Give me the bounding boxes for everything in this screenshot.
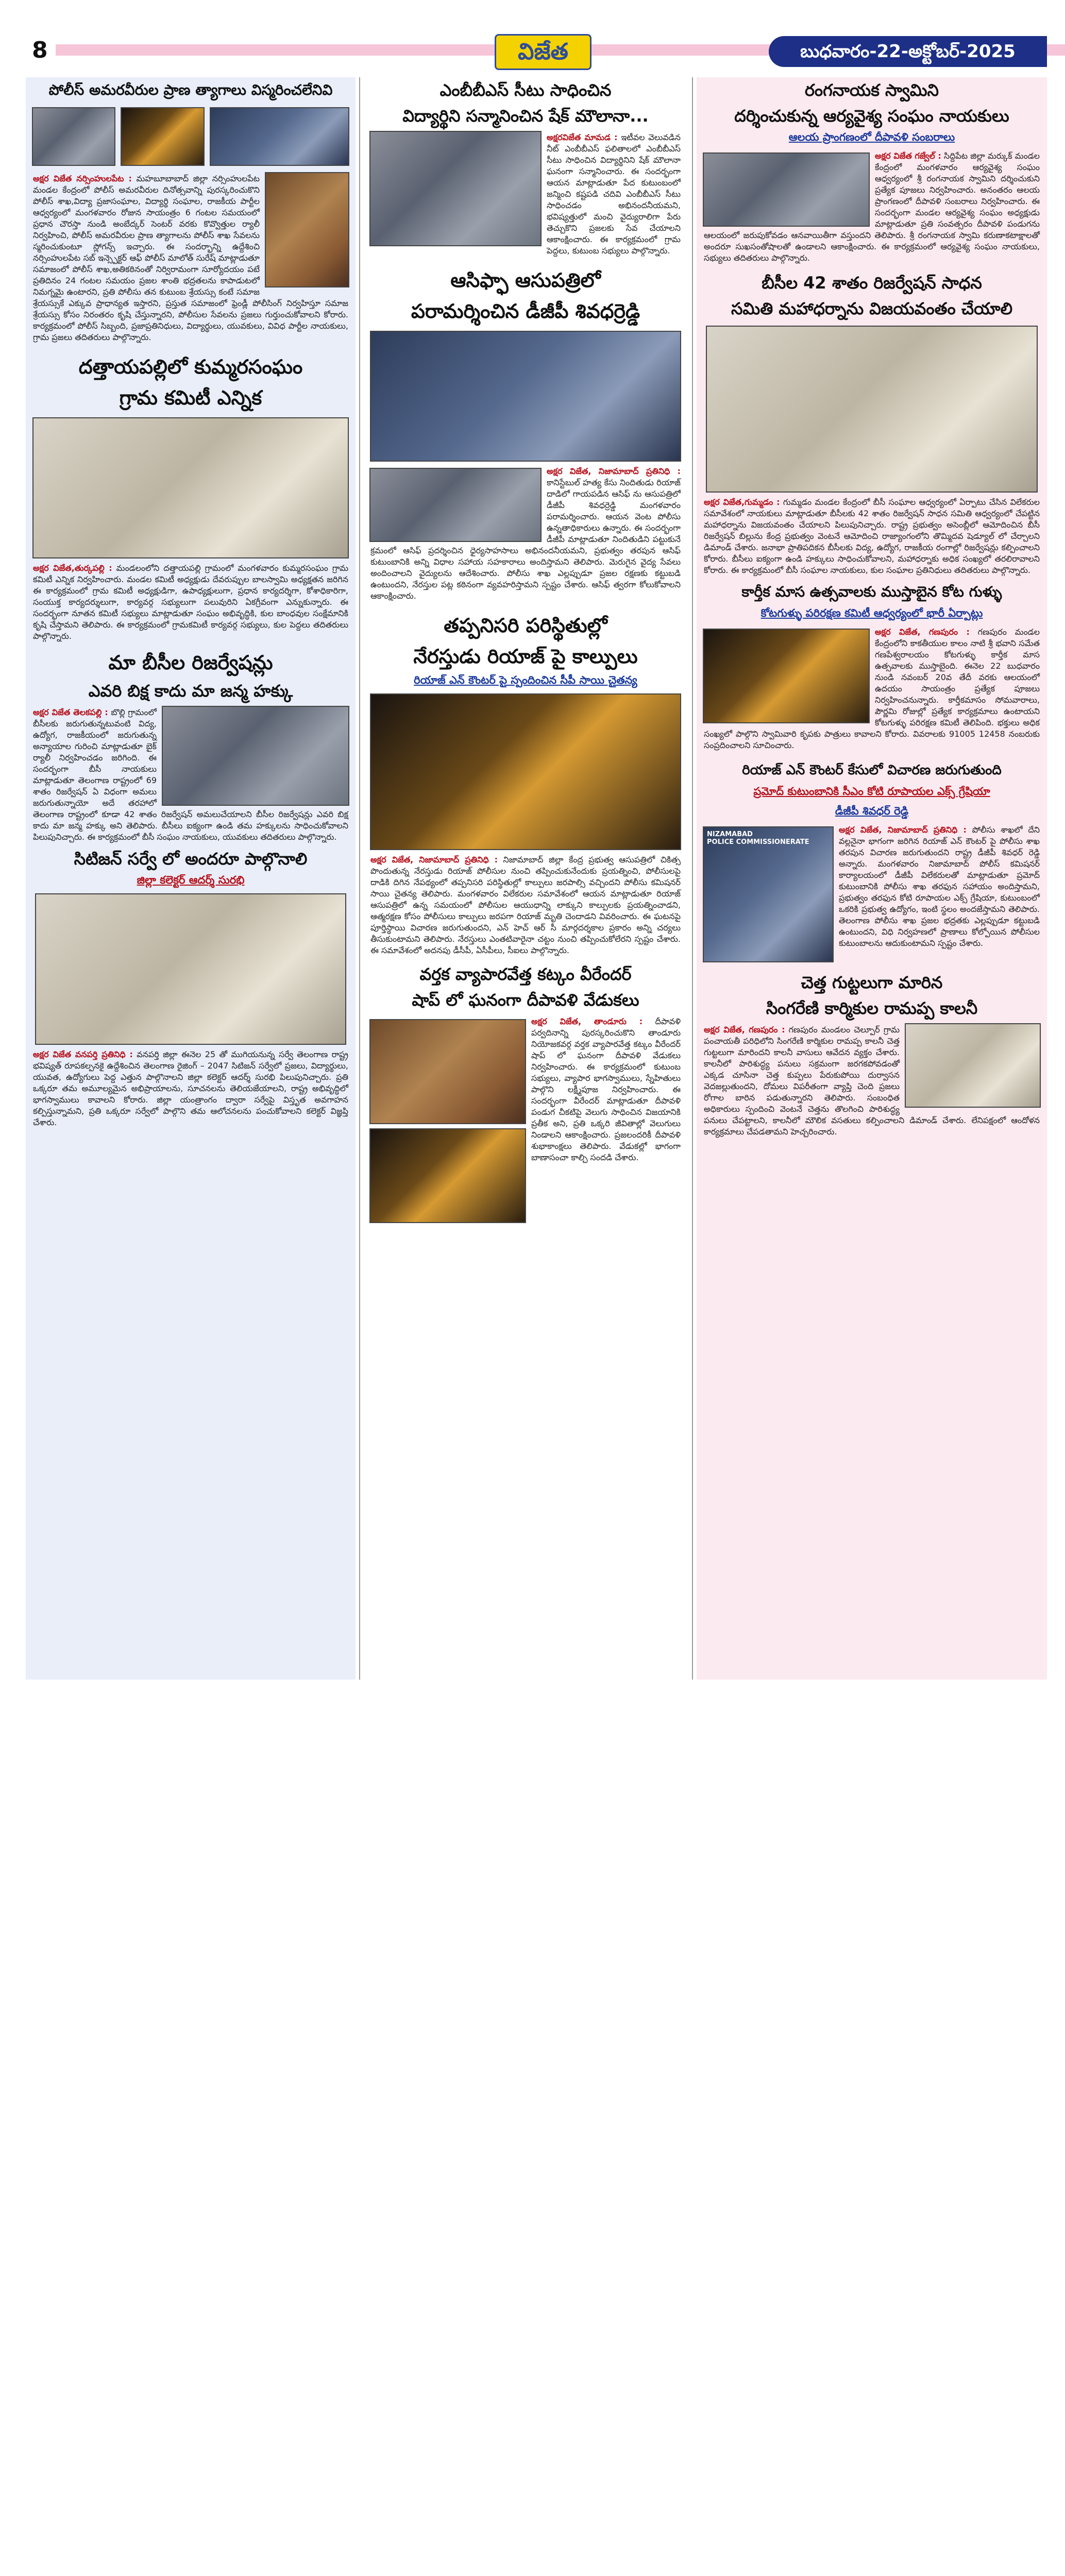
headline: దర్శించుకున్న ఆర్యవైశ్య సంఘం నాయకులు xyxy=(734,106,1009,126)
headline: రంగనాయక స్వామిని xyxy=(804,80,939,100)
dgp-press-photo xyxy=(703,826,834,962)
article-text: వనపర్తి జిల్లా ఈనెల 25 తో ముగియనున్న సర్వే తెలంగాణ రాష్ట్ర భవిష్యత్ రూపకల్పనకై ఉద్దేశించిన తెలంగాణ రైజింగ్ – 2047 సిటిజన్ సర్వేలో ప్రజలు, విద్యార్థులు, యువత, ఉద్యోగులు పెద్ద ఎత్తున పాల్గొనాలని జిల్లా కలెక్టర్ ఆదర్శ్ సురభి పిలుపునిచ్చారు. ప్రతి ఒక్కరూ తమ అమూల్యమైన అభిప్రాయాలను, సూచనలను తెలియజేయాలని, రాష్ట్ర అభివృద్ధిలో భాగస్వాములు కావాలని కోరారు. జిల్లా యంత్రాంగం ద్వారా సర్వేపై విస్తృత అవగాహన కల్పిస్తున్నామని, ప్రతి ఒక్కరూ సర్వేలో పాల్గొని తమ ఆలోచనలను పంచుకోవాలని కలెక్టర్ విజ్ఞప్తి చేశారు. xyxy=(33,1049,348,1127)
group-photo xyxy=(32,417,349,558)
article-text: బొల్లి గ్రామంలో బీసీలకు జరుగుతున్నటువంటి విద్య, ఉద్యోగ, రాజకీయంలో జరుగుతున్న అన్యాయాల గురించి మాట్లాడుతూ బైక్ ర్యాలీ నిర్వహించడం జరిగింది. ఈ సందర్భంగా బీసీ నాయకులు మాట్లాడుతూ తెలంగాణ రాష్ట్రంలో 69 శాతం రిజర్వేషన్ ఏ విధంగా అమలు జరుగుతున్నాయో అదే తరహాలో తెలంగాణ రాష్ట్రంలో కూడా 42 శాతం రిజర్వేషన్ అమలుచేయాలని బీసీల రిజర్వేషన్లు ఎవరి బిక్ష కాదు మా జన్మ హక్కు అని తెలిపారు. బీసీలు ఐక్యంగా ఉండి తమ హక్కులను సాధించుకోవాలని పిలుపునిచ్చారు. ఈ కార్యక్రమంలో బీసీ సంఘం నాయకులు, యువకులు తదితరులు పాల్గొన్నారు. xyxy=(33,707,348,842)
sub-headline: రియాజ్ ఎన్ కౌంటర్ పై స్పందించిన సీపీ సాయి చైతన్య xyxy=(414,674,637,686)
byline: అక్షర విజేత,గుమ్మడం : xyxy=(704,497,780,507)
byline: అక్షర విజేత గజ్వేల్ : xyxy=(875,151,941,161)
byline: అక్షర విజేత తెలకపల్లి : xyxy=(33,707,108,717)
article-text: నిజామాబాద్ జిల్లా కేంద్ర ప్రభుత్వ ఆసుపత్రిలో చికిత్స పొందుతున్న నేరస్తుడు రియాజ్ పోలీసుల నుంచి తప్పించుకునేందుకు ప్రయత్నించి, పోలీసులపై దాడికి దిగిన నేపథ్యంలో తప్పనిసరి పరిస్థితుల్లో కాల్పులు జరపాల్సి వచ్చిందని పోలీసు కమిషనర్ సాయి చైతన్య తెలిపారు. మంగళవారం విలేకరుల సమావేశంలో ఆయన మాట్లాడుతూ రియాజ్ ఆసుపత్రిలో ఉన్న సమయంలో పోలీసుల ఆయుధాన్ని లాక్కుని కాల్పులకు ప్రయత్నించాడని, ఆత్మరక్షణ కోసం పోలీసులు కాల్పులు జరపగా రియాజ్ మృతి చెందాడని వివరించారు. ఈ ఘటనపై పూర్తిస్థాయి విచారణ జరుగుతుందని, ఎన్ హెచ్ ఆర్ సీ మార్గదర్శకాల ప్రకారం అన్ని చర్యలు తీసుకుంటామని తెలిపారు. నేరస్తులు ఎంతటివారైనా చట్టం నుంచి తప్పించుకోలేరని స్పష్టం చేశారు. ఈ సమావేశంలో అదనపు డీసీపీ, ఏసీపీలు, సీఐలు పాల్గొన్నారు. xyxy=(370,855,681,955)
byline: అక్షర విజేత, నిజామాబాద్ ప్రతినిధి : xyxy=(839,825,967,835)
byline: అక్షర విజేత, నిజామాబాద్ ప్రతినిధి : xyxy=(547,466,681,476)
print-registration-footer xyxy=(0,1687,1065,1713)
headline: కార్తీక మాస ఉత్సవాలకు ముస్తాబైన కోట గుళ్ళు xyxy=(741,583,1002,600)
sub-headline: కోటగుళ్ళు పరిరక్షణ కమిటీ ఆధ్వర్యంలో భారీ ఏర్పాట్లు xyxy=(760,607,983,619)
felicitation-photo xyxy=(369,131,542,246)
byline: అక్షర విజేత, గణపురం : xyxy=(875,627,970,637)
article-text: గణపురం మండలం చెల్పూర్ గ్రామ పంచాయతీ పరిధిలోని సింగరేణి కార్మికుల రామప్ప కాలనీ చెత్త గుట్టలుగా మారిందని కాలనీ వాసులు ఆవేదన వ్యక్తం చేశారు. కాలనీలో పారిశుద్ధ్య పనులు సక్రమంగా జరగకపోవడంతో ఎక్కడ చూసినా చెత్త కుప్పలు పేరుకుపోయి దుర్వాసన వెదజల్లుతుందని, దోమలు విపరీతంగా వ్యాప్తి చెంది ప్రజలు రోగాల బారిన పడుతున్నారని తెలిపారు. సంబంధిత అధికారులు స్పందించి వెంటనే చెత్తను తొలగించి పారిశుద్ధ్య పనులు చేపట్టాలని, కాలనీలో మౌలిక వసతులు కల్పించాలని డిమాండ్ చేశారు. లేనిపక్షంలో ఆందోళన కార్యక్రమాలు చేపడతామని హెచ్చరించారు. xyxy=(704,1025,1040,1137)
headline: రియాజ్ ఎన్ కౌంటర్ కేసులో విచారణ జరుగుతుంది xyxy=(742,762,1002,778)
headline: గ్రామ కమిటీ ఎన్నిక xyxy=(119,386,262,409)
headline: పోలీస్ అమరవీరుల ప్రాణ త్యాగాలు విస్మరించలేనివి xyxy=(48,81,333,98)
headline: దత్తాయపల్లిలో కుమ్మరసంఘం xyxy=(78,355,303,378)
byline: అక్షర విజేత,తుర్కపల్లి : xyxy=(33,563,112,573)
photo-row xyxy=(32,103,349,170)
press-meet-photo xyxy=(370,693,681,850)
headline: ఎంబీబీఎస్ సీటు సాధించిన xyxy=(439,80,612,100)
headline: వర్తక వ్యాపారవేత్త కట్కం వీరేందర్ xyxy=(419,964,632,984)
page-number: 8 xyxy=(32,37,48,63)
column-divider xyxy=(692,77,693,1680)
article-text: కానిస్టేబుల్ హత్య కేసు నిందితుడు రియాజ్ దాడిలో గాయపడిన ఆసిఫ్ ను ఆసుపత్రిలో డీజీపీ శివధర్రెడ్డి మంగళవారం పరామర్శించారు. ఆయన వెంట పోలీసు ఉన్నతాధికారులు ఉన్నారు. ఈ సందర్భంగా డీజీపీ మాట్లాడుతూ నిందితుడిని పట్టుకునే క్రమంలో ఆసిఫ్ ప్రదర్శించిన ధైర్యసాహసాలు అభినందనీయమని, ప్రభుత్వం తరపున ఆసిఫ్ కుటుంబానికి అన్ని విధాల సహాయ సహకారాలు అందిస్తామని తెలిపారు. మెరుగైన వైద్య సేవలు అందించాలని వైద్యులను ఆదేశించారు. పోలీసు శాఖ ఎల్లప్పుడూ ప్రజల రక్షణకు కట్టుబడి ఉంటుందని, నేరస్తుల పట్ల కఠినంగా వ్యవహరిస్తామని స్పష్టం చేశారు. ఆసిఫ్ త్వరగా కోలుకోవాలని ఆకాంక్షించారు. xyxy=(370,478,681,601)
headline: చెత్త గుట్టలుగా మారిన xyxy=(801,973,943,992)
hospital-photo xyxy=(370,331,681,462)
news-photo xyxy=(210,107,349,166)
article-text: గణపురం మండల కేంద్రంలోని కాకతీయుల కాలం నాటి శ్రీ భవాని సమేత గణపేశ్వరాలయం కోటగుళ్ళు కార్తీక మాస ఉత్సవాలకు ముస్తాబైంది. ఈనెల 22 బుధవారం నుండి నవంబర్ 20వ తేదీ వరకు ఆలయంలో ఉదయం సాయంత్రం ప్రత్యేక పూజలు నిర్వహించనున్నారు. కార్తీకమాసం సోమవారాలు, పౌర్ణమి రోజుల్లో ప్రత్యేక కార్యక్రమాలు ఉంటాయని కోటగుళ్ళు పరిరక్షణ కమిటీ తెలిపింది. భక్తులు అధిక సంఖ్యలో పాల్గొని స్వామివారి కృపకు పాత్రులు కావాలని కోరారు. వివరాలకు 91005 12458 నంబరుకు సంప్రదించాలని సూచించారు. xyxy=(704,627,1040,750)
temple-photo xyxy=(703,152,870,227)
sub-headline: డీజీపీ శివధర్ రెడ్డి xyxy=(835,805,909,817)
article-text: మహబూబాబాద్ జిల్లా నర్సింహులపేట మండల కేంద్రంలో పోలీస్ అమరవీరుల దినోత్సవాన్ని పురస్కరించుకొని పోలీస్ శాఖ,విద్యా ప్రజాసంఘాల, విద్యార్థి సంఘాల, రాజకీయ పార్టీల ఆధ్వర్యంలో మంగళవారం రోజున సాయంత్రం 6 గంటల సమయంలో ప్రధాన చౌరస్తా నుండి అంబేద్కర్ సెంటర్ వరకు కొవ్వొత్తుల ర్యాలీ నిర్వహించి, పోలీస్ అమరవీరుల ప్రాణ త్యాగాలను పోలీస్ శాఖ సేవలను స్మరించుకుంటూ స్లోగన్స్ ఇచ్చారు. ఈ సందర్భాన్ని ఉద్దేశించి నర్సింహులపేట సబ్ ఇన్స్పెక్టర్ ఆఫ్ పోలీస్ మాలోత్ సురేష్ మాట్లాడుతూ సమాజంలో పోలీస్ శాఖ,అతికఠినంతో నిర్విరామంగా సూర్యోదయం పటే ప్రతిదినం 24 గంటల సమయం ప్రజల శాంతి భద్రతలను కాపాడుటలో నిమగ్నమై ఉంటారని, ప్రతి పోలీసు తన కుటుంబ శ్రేయస్సు కంటే సమాజ శ్రేయస్సుకే ఎక్కువ ప్రాధాన్యత ఇస్తారని, ప్రస్తుత సమాజంలో ఫ్రెండ్లీ పోలీసింగ్ నిర్వహిస్తూ సమాజ శ్రేయస్సు కోసం నిరంతరం కృషి చేస్తున్నారని, పోలీసుల సేవలను ప్రజలు గుర్తుంచుకోవాలని కోరారు. కార్యక్రమంలో పోలీస్ సిబ్బంది, ప్రజాప్రతినిధులు, విద్యార్థులు, యువకులు, వివిధ పార్టీల నాయకులు, గ్రామ ప్రజలు తదితరులు పాల్గొన్నారు. xyxy=(33,174,348,342)
diwali-photo xyxy=(369,1019,526,1124)
article-text: ఇటీవల వెలువడిన నీట్ ఎంబీబీఎస్ ఫలితాలలో ఎంబీబీఎస్ సీటు సాధించిన విద్యార్థినిని షేక్ మౌలానా ఘనంగా సన్మానించారు. ఈ సందర్భంగా ఆయన మాట్లాడుతూ పేద కుటుంబంలో జన్మించి కష్టపడి చదివి ఎంబీబీఎస్ సీటు సాధించడం అభినందనీయమని, భవిష్యత్తులో మంచి వైద్యురాలిగా పేరు తెచ్చుకొని ప్రజలకు సేవ చేయాలని ఆకాంక్షించారు. ఈ కార్యక్రమంలో గ్రామ పెద్దలు, కుటుంబ సభ్యులు పాల్గొన్నారు. xyxy=(547,132,681,256)
column-middle xyxy=(363,77,688,1680)
byline: అక్షర విజేత, తాండూరు : xyxy=(531,1016,643,1026)
issue-date: బుధవారం-22-అక్టోబర్-2025 xyxy=(769,36,1047,67)
headline: సిటిజన్ సర్వే లో అందరూ పాల్గొనాలి xyxy=(74,849,308,869)
article-text: దీపావళి పర్వదినాన్ని పురస్కరించుకొని తాండూరు నియోజకవర్గ వర్తక వ్యాపారవేత్త కట్కం వీరేందర్ షాప్ లో ఘనంగా దీపావళి వేడుకలు నిర్వహించారు. ఈ కార్యక్రమంలో కుటుంబ సభ్యులు, వ్యాపార భాగస్వాములు, స్నేహితులు పాల్గొని లక్ష్మీపూజ నిర్వహించారు. ఈ సందర్భంగా వీరేందర్ మాట్లాడుతూ దీపావళి పండుగ చీకటిపై వెలుగు సాధించిన విజయానికి ప్రతీక అని, ప్రతి ఒక్కరి జీవితాల్లో వెలుగులు నిండాలని ఆకాంక్షించారు. ప్రజలందరికీ దీపావళి శుభాకాంక్షలు తెలిపారు. వేడుకల్లో భాగంగా బాణాసంచా కాల్చి సందడి చేశారు. xyxy=(531,1016,681,1162)
headline: విద్యార్థిని సన్మానించిన షేక్ మౌలానా... xyxy=(402,106,649,126)
article-body xyxy=(33,563,348,642)
sub-headline: ప్రమోద్ కుటుంబానికి సీఎం కోటి రూపాయల ఎక్స్ గ్రేషియా xyxy=(753,785,990,798)
byline: అక్షర విజేత నర్సింహులపేట : xyxy=(33,174,132,183)
sub-headline: జిల్లా కలెక్టర్ ఆదర్శ్ సురభి xyxy=(137,874,245,886)
article-body xyxy=(370,854,681,956)
byline: అక్షర విజేత, నిజామాబాద్ ప్రతినిధి : xyxy=(370,855,498,865)
statue-photo xyxy=(265,172,349,287)
article-body xyxy=(33,1049,348,1128)
column-right xyxy=(697,77,1047,1680)
temple-lights-photo xyxy=(703,629,870,723)
newspaper-logo: విజేత xyxy=(495,34,591,70)
photo-caption: NIZAMABAD POLICE COMMISSIONERATE xyxy=(707,831,809,846)
diwali-photos xyxy=(369,1015,526,1227)
headline: తప్పనిసరి పరిస్థితుల్లో xyxy=(444,614,607,637)
article-text: మండలంలోని దత్తాయపల్లి గ్రామంలో మంగళవారం కుమ్మరసంఘం గ్రామ కమిటీ ఎన్నిక నిర్వహించారు. మండల కమిటీ అధ్యక్షుడు దేవరుప్పుల బాలస్వామి అధ్యక్షతన జరిగిన ఈ కార్యక్రమంలో గ్రామ కమిటీ అధ్యక్షుడిగా, ఉపాధ్యక్షులుగా, ప్రధాన కార్యదర్శిగా, కోశాధికారిగా, సంయుక్త కార్యదర్శులుగా, కార్యవర్గ సభ్యులుగా పలువురిని ఏకగ్రీవంగా ఎన్నుకున్నారు. ఈ సందర్భంగా నూతన కమిటీ సభ్యులు మాట్లాడుతూ సంఘం అభివృద్ధికి, కుల బాంధవుల సంక్షేమానికి కృషి చేస్తామని తెలిపారు. ఈ కార్యక్రమంలో గ్రామకమిటీ కార్యవర్గ సభ్యులు, కుల పెద్దలు తదితరులు పాల్గొన్నారు. xyxy=(33,563,349,641)
collector-photo xyxy=(35,893,346,1045)
hospital-photo-2 xyxy=(369,468,542,542)
headline: నేరస్తుడు రియాజ్ పై కాల్పులు xyxy=(413,645,638,668)
headline: పరామర్శించిన డీజీపీ శివధర్రెడ్డి xyxy=(411,300,640,323)
article-text: గుమ్మడం మండల కేంద్రంలో బీసీ సంఘాల ఆధ్వర్యంలో ఏర్పాటు చేసిన విలేకరుల సమావేశంలో నాయకులు మాట్లాడుతూ బీసీలకు 42 శాతం రిజర్వేషన్ సాధన సమితి ఆధ్వర్యంలో చేపట్టిన మహాధర్నాను విజయవంతం చేయాలని పిలుపునిచ్చారు. రాష్ట్ర ప్రభుత్వం అసెంబ్లీలో ఆమోదించిన బీసీ రిజర్వేషన్ బిల్లును కేంద్ర ప్రభుత్వం వెంటనే ఆమోదించి రాజ్యాంగంలోని తొమ్మిదవ షెడ్యూల్ లో చేర్చాలని డిమాండ్ చేశారు. జనాభా ప్రాతిపదికన బీసీలకు విద్య, ఉద్యోగ, రాజకీయ రంగాల్లో రిజర్వేషన్లు కల్పించాలని కోరారు. బీసీలు ఐక్యంగా ఉండి హక్కులు సాధించుకోవాలని, మహాధర్నాకు అధిక సంఖ్యలో తరలిరావాలని కోరారు. ఈ కార్యక్రమంలో బీసీ సంఘాల నాయకులు, కుల సంఘాల ప్రతినిధులు తదితరులు పాల్గొన్నారు. xyxy=(704,497,1040,575)
diwali-photo xyxy=(369,1128,526,1223)
article-text: పోలీసు శాఖలో దేని వల్లనైనా భాగంగా జరిగిన రియాజ్ ఎన్ కౌంటర్ పై పోలీసు శాఖ తరపున విచారణ జరుగుతుందని రాష్ట్ర డీజీపీ శివధర్ రెడ్డి అన్నారు. మంగళవారం నిజామాబాద్ పోలీస్ కమిషనర్ కార్యాలయంలో డీజీపీ విలేకరులతో మాట్లాడుతూ ప్రమోద్ కుటుంబానికి పోలీసు శాఖ తరఫున సహాయం అందిస్తామని, ప్రభుత్వం తరఫున కోటి రూపాయల ఎక్స్ గ్రేషియా, కుటుంబంలో ఒకరికి ప్రభుత్వ ఉద్యోగం, ఇంటి స్థలం అందజేస్తామని తెలిపారు. తెలంగాణ పోలీసు శాఖ ప్రజల భద్రతకు ఎల్లప్పుడూ కట్టుబడి ఉంటుందని, విధి నిర్వహణలో ప్రాణాలు కోల్పోయిన పోలీసుల కుటుంబాలను ఆదుకుంటామని స్పష్టం చేశారు. xyxy=(839,825,1040,948)
byline: అక్షర విజేత వనపర్తి ప్రతినిధి : xyxy=(33,1049,133,1059)
headline: షాప్ లో ఘనంగా దీపావళి వేడుకలు xyxy=(412,990,639,1010)
sub-headline: ఆలయ ప్రాంగణంలో దీపావళి సంబరాలు xyxy=(788,131,955,143)
news-photo xyxy=(121,107,204,166)
meeting-photo xyxy=(706,326,1038,493)
headline: సమితి మహాధర్నాను విజయవంతం చేయాలి xyxy=(731,299,1013,318)
colony-photo xyxy=(905,1023,1041,1108)
byline: అక్షర విజేత, గణపురం : xyxy=(704,1025,785,1035)
headline: సింగరేణి కార్మికుల రామప్ప కాలనీ xyxy=(766,998,978,1018)
article-text: సిద్దిపేట జిల్లా మర్కుక్ మండల కేంద్రంలో మంగళవారం ఆర్యవైశ్య సంఘం ఆధ్వర్యంలో శ్రీ రంగనాయక స్వామిని దర్శించుకుని ప్రత్యేక పూజలు నిర్వహించారు. అనంతరం ఆలయ ప్రాంగణంలో దీపావళి సంబరాలు నిర్వహించారు. ఈ సందర్భంగా మండల ఆర్యవైశ్య సంఘం అధ్యక్షుడు మాట్లాడుతూ ప్రతి సంవత్సరం దీపావళి పండుగను ఆలయంలో జరుపుకోవడం ఆనవాయితీగా వస్తుందని తెలిపారు. శ్రీ రంగనాయక స్వామి కరుణాకటాక్షాలతో అందరూ సుఖసంతోషాలతో ఉండాలని ఆకాంక్షించారు. ఈ కార్యక్రమంలో ఆర్యవైశ్య సంఘం నాయకులు, సభ్యులు తదితరులు పాల్గొన్నారు. xyxy=(704,151,1040,263)
headline: ఆసిఫ్ఫా ఆసుపత్రిలో xyxy=(450,269,601,292)
headline: మా బీసీల రిజర్వేషన్లు xyxy=(108,651,273,674)
column-left xyxy=(26,77,356,1680)
headline: ఎవరి బిక్ష కాదు మా జన్మ హక్కు xyxy=(88,681,293,701)
headline: బీసీల 42 శాతం రిజర్వేషన్ సాధన xyxy=(762,273,982,293)
byline: అక్షరవిజేత మామడ : xyxy=(547,132,618,142)
rally-photo xyxy=(162,706,349,806)
masthead-header xyxy=(0,0,1065,77)
news-photo xyxy=(32,107,115,166)
column-divider xyxy=(359,77,360,1680)
article-body xyxy=(704,497,1040,576)
